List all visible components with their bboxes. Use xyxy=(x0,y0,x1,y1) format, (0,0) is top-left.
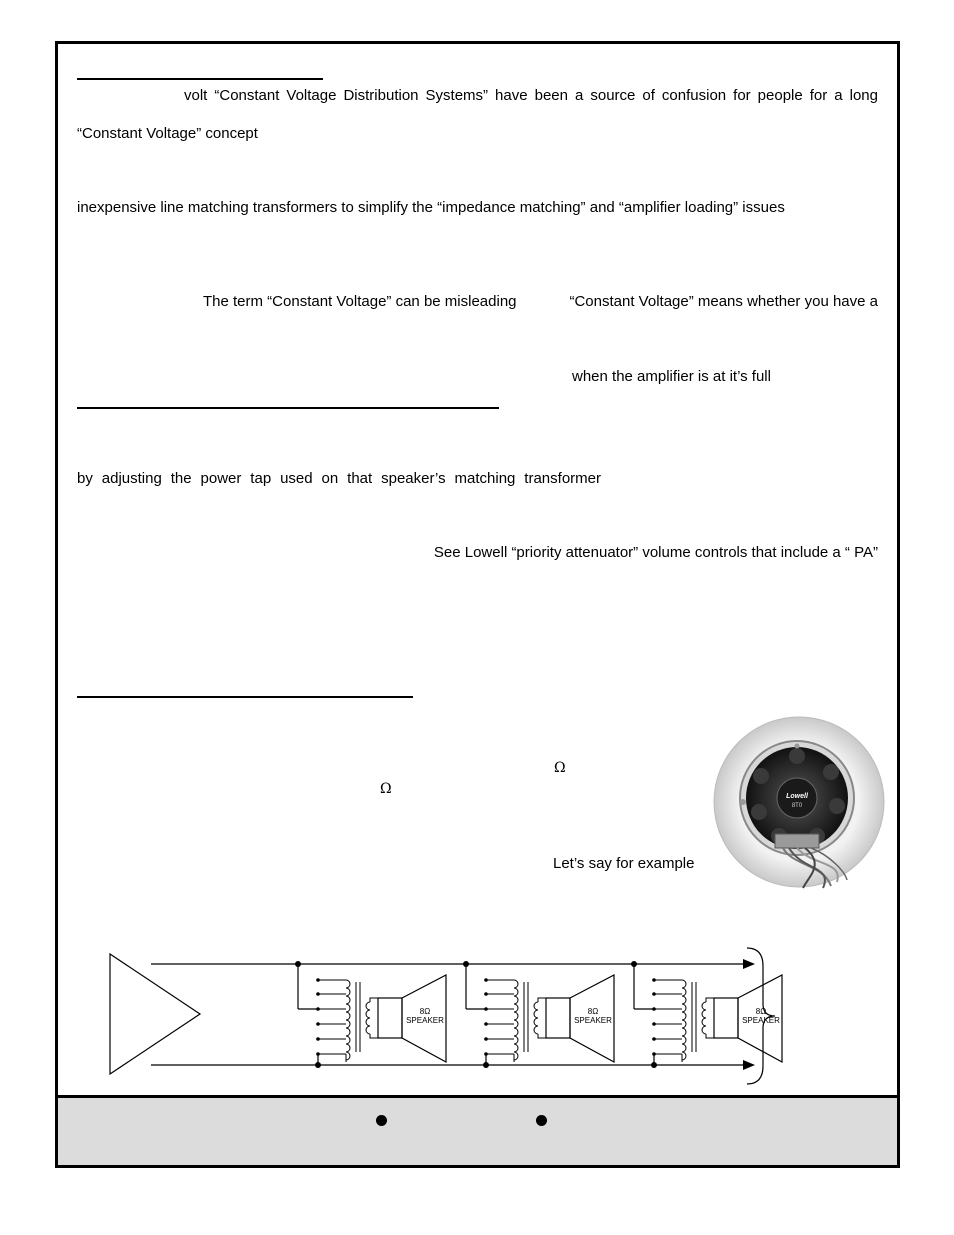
page-frame xyxy=(55,41,900,1168)
footer-bullet-2 xyxy=(536,1115,547,1126)
omega-symbol-1: Ω xyxy=(554,760,566,776)
para4-line2: See Lowell “priority attenuator” volume controls that include a “ PA” xyxy=(433,544,878,561)
speaker-stage xyxy=(295,961,446,1068)
speaker-model-label: 8T0 xyxy=(791,803,803,809)
speaker-box xyxy=(714,998,738,1038)
speaker-stage xyxy=(463,961,614,1068)
speaker-label: SPEAKER xyxy=(406,1016,444,1025)
footer-bullet-1 xyxy=(376,1115,387,1126)
para1-line1: volt “Constant Voltage Distribution Systems” have been a source of confusion for people for a long xyxy=(184,87,878,104)
speaker-impedance-label: 8Ω xyxy=(755,1007,767,1016)
para1-line2: “Constant Voltage” concept xyxy=(77,125,258,142)
speaker-impedance-label: 8Ω xyxy=(587,1007,599,1016)
speaker-stage xyxy=(631,961,782,1068)
speaker-wiring-diagram xyxy=(103,942,823,1092)
footer-bar xyxy=(58,1095,897,1165)
omega-symbol-2: Ω xyxy=(380,781,392,797)
section-rule-1 xyxy=(77,78,323,80)
speaker-label: SPEAKER xyxy=(742,1016,780,1025)
section-rule-3 xyxy=(77,696,413,698)
ceiling-speaker-photo xyxy=(713,716,887,892)
speaker-box xyxy=(378,998,402,1038)
example-text: Let’s say for example xyxy=(553,855,695,872)
amplifier-symbol xyxy=(110,954,200,1074)
speaker-brand-label: Lowell xyxy=(786,793,808,800)
speaker-label: SPEAKER xyxy=(574,1016,612,1025)
speaker-box xyxy=(546,998,570,1038)
para4-line1: by adjusting the power tap used on that speaker’s matching transformer xyxy=(77,470,601,487)
para2-line1: inexpensive line matching transformers to simplify the “impedance matching” and “amplifier loading” issues xyxy=(77,199,785,216)
para3-text-a: The term “Constant Voltage” can be misleading xyxy=(203,293,517,310)
para3-text-b: “Constant Voltage” means whether you have a xyxy=(569,293,878,310)
speaker-impedance-label: 8Ω xyxy=(419,1007,431,1016)
para3-text-c: when the amplifier is at it’s full xyxy=(572,368,771,385)
section-rule-2 xyxy=(77,407,499,409)
